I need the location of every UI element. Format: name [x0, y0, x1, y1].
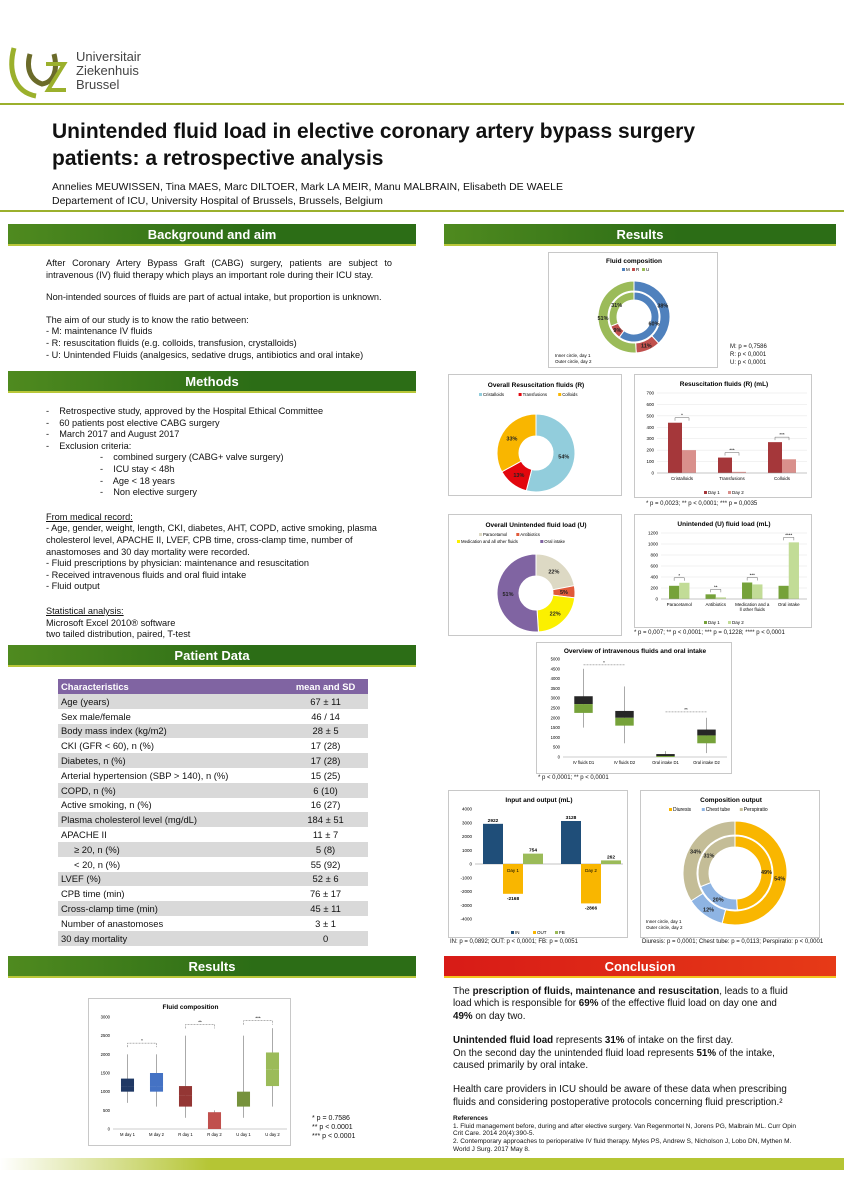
tick-label: 1200	[647, 530, 658, 536]
methods-text: - Retrospective study, approved by the Hospital Ethical Committee - 60 patients post elective CABG surgery - March 2017 and August 2017 - Exclusion criteria: - combined surgery (CABG+ valve surgery) - ICU stay < 48h - Age < 18 years - Non elective surgery From medical record: - Age, gender, weight, length, CKI, diabetes, AHT, COPD, active smoking, plasma cholesterol level, APACHE II, LVEF, CPB time, cross-clamp time, number of anastomoses and 30 day mortality were recorded. - Fluid prescriptions by physician: maintenance and resuscitation - Received intravenous fluids and oral fluid intake - Fluid output Statistical analysis: Microsoft Excel 2010® software two tailed distribution, paired, T-test	[46, 406, 377, 640]
box-upper	[237, 1092, 250, 1101]
data-label: -2866	[584, 906, 598, 912]
resuscitation-stats: * p = 0,0023; ** p < 0,0001; *** p = 0,0035	[646, 501, 758, 507]
sig-bracket	[784, 537, 794, 540]
tick-label: 500	[646, 413, 654, 419]
legend-swatch	[479, 393, 482, 396]
legend-label: Colloids	[562, 392, 578, 397]
chart-title: Overall Resuscitation fluids (R)	[487, 382, 585, 389]
slice-label: 33%	[506, 436, 518, 443]
unintended-stats: * p = 0,007; ** p < 0,0001; *** p = 0,1228; **** p < 0,0001	[634, 630, 785, 636]
category-label: Cristalloids	[670, 476, 694, 481]
legend-label: OUT	[537, 930, 547, 935]
bar	[682, 450, 696, 473]
table-cell-value: 0	[283, 931, 368, 946]
legend-swatch	[669, 808, 672, 811]
table-cell-label: Cross-clamp time (min)	[58, 901, 283, 916]
category-label: Day 1	[507, 868, 519, 873]
tick-label: -2000	[460, 889, 472, 894]
tick-label: -3000	[460, 902, 472, 908]
slice-label: 51%	[597, 315, 609, 322]
legend-label: Paracetamol	[483, 532, 508, 537]
slice-label: 60%	[648, 321, 660, 328]
bar	[752, 584, 762, 599]
tick-label: 1000	[461, 847, 472, 853]
data-label: 3128	[565, 815, 577, 821]
methods-heading: Methods	[8, 371, 416, 393]
category-label: Transfusions	[719, 476, 745, 481]
legend-label: Transfusions	[522, 392, 548, 397]
iv-oral-box-chart	[536, 642, 732, 774]
fluid-composition-box-chart	[88, 998, 291, 1146]
box-lower	[656, 756, 674, 757]
legend-swatch	[533, 931, 536, 934]
sig-mark: ***	[779, 432, 785, 438]
table-cell-value: 3 ± 1	[283, 916, 368, 931]
category-label: M day 2	[149, 1132, 164, 1137]
table-cell-value: 55 (92)	[283, 857, 368, 872]
tick-label: 4000	[461, 806, 472, 812]
box-lower	[121, 1086, 134, 1092]
legend-label: M	[626, 267, 630, 272]
box-upper	[208, 1112, 221, 1129]
data-label: 754	[528, 848, 538, 854]
tick-label: -4000	[460, 916, 472, 922]
tick-label: -1000	[460, 875, 472, 881]
slice-label: 38%	[657, 303, 669, 310]
category-label: R day 1	[178, 1132, 193, 1137]
overall-unintended-pie	[448, 514, 622, 636]
bar	[668, 423, 682, 473]
table-cell-label: CPB time (min)	[58, 886, 283, 901]
conclusion-heading: Conclusion	[444, 956, 836, 978]
sig-mark: **	[198, 1019, 202, 1025]
category-label: Oral intake	[777, 602, 800, 607]
sig-mark: **	[684, 706, 688, 712]
table-row	[58, 842, 368, 857]
legend-label: Cristalloids	[483, 392, 505, 397]
slice-label: 5%	[560, 590, 568, 597]
data-label: -2168	[506, 896, 520, 902]
box-lower	[179, 1095, 192, 1106]
tick-label: 1500	[100, 1070, 110, 1076]
table-cell-label: < 20, n (%)	[58, 857, 283, 872]
table-row	[58, 798, 368, 813]
header-rule-2	[0, 210, 844, 212]
sig-mark: **	[713, 584, 718, 590]
chart-title: Fluid composition	[162, 1004, 219, 1011]
category-label: M day 1	[120, 1132, 135, 1137]
sig-mark: *	[141, 1038, 143, 1044]
table-row	[58, 812, 368, 827]
table-row	[58, 872, 368, 887]
unintended-bar-chart	[634, 514, 812, 628]
table-cell-label: Number of anastomoses	[58, 916, 283, 931]
chart-caption: Outer circle, day 2	[646, 925, 683, 930]
slice-label: 12%	[703, 907, 715, 914]
authors: Annelies MEUWISSEN, Tina MAES, Marc DILTOER, Mark LA MEIR, Manu MALBRAIN, Elisabeth DE WAELE Departement of ICU, University Hospital of Brussels, Brussels, Belgium	[52, 181, 563, 207]
table-row	[58, 916, 368, 931]
table-row	[58, 827, 368, 842]
box-lower	[574, 704, 592, 713]
slice-label: 49%	[760, 870, 772, 877]
box-upper	[121, 1079, 134, 1086]
chart-title: Fluid composition	[606, 258, 662, 265]
table-cell-value: 17 (28)	[283, 753, 368, 768]
table-cell-value: 67 ± 11	[283, 694, 368, 709]
table-cell-label: ≥ 20, n (%)	[58, 842, 283, 857]
bar	[523, 854, 543, 864]
sig-bracket	[747, 578, 757, 581]
box-lower	[150, 1086, 163, 1092]
legend-label: Antibiotics	[520, 532, 540, 537]
tick-label: 3000	[461, 820, 472, 826]
category-label: R day 2	[207, 1132, 222, 1137]
tick-label: 2500	[100, 1033, 110, 1039]
tick-label: 500	[103, 1107, 110, 1113]
sig-mark: ***	[729, 447, 735, 453]
legend-swatch	[558, 393, 561, 396]
slice-label: 31%	[611, 303, 623, 310]
tick-label: 2000	[550, 715, 560, 721]
chart-caption: Inner circle, day 1	[555, 353, 591, 358]
legend-swatch	[519, 393, 522, 396]
chart-title: Resuscitation fluids (R) (mL)	[679, 381, 769, 388]
background-heading: Background and aim	[8, 224, 416, 246]
table-cell-value: 46 / 14	[283, 709, 368, 724]
table-row	[58, 709, 368, 724]
bar	[706, 594, 716, 599]
box-upper	[574, 696, 592, 704]
table-row	[58, 901, 368, 916]
tick-label: 1000	[647, 541, 658, 547]
legend-label: R	[636, 267, 640, 272]
input-output-stats: IN: p = 0,0892; OUT: p < 0,0001; FB: p = 0,0051	[450, 939, 578, 945]
tick-label: 1500	[550, 725, 560, 731]
results-right-heading: Results	[444, 224, 836, 246]
table-cell-value: 6 (10)	[283, 783, 368, 798]
slice-label: 31%	[703, 853, 715, 860]
pie-slice	[497, 414, 536, 472]
tick-label: 1000	[550, 734, 560, 740]
table-cell-label: 30 day mortality	[58, 931, 283, 946]
legend-swatch	[479, 533, 482, 536]
tick-label: 400	[646, 424, 654, 430]
tick-label: 0	[107, 1126, 110, 1132]
table-cell-value: 45 ± 11	[283, 901, 368, 916]
bar	[718, 458, 732, 473]
sig-mark: ***	[255, 1015, 261, 1021]
table-cell-label: COPD, n (%)	[58, 783, 283, 798]
table-cell-value: 17 (28)	[283, 738, 368, 753]
tick-label: 3000	[550, 695, 560, 701]
table-cell-value: 5 (8)	[283, 842, 368, 857]
legend-swatch	[702, 808, 705, 811]
sig-bracket	[244, 1021, 273, 1025]
table-cell-label: Diabetes, n (%)	[58, 753, 283, 768]
table-cell-label: APACHE II	[58, 827, 283, 842]
tick-label: 2500	[550, 705, 560, 711]
box-upper	[266, 1052, 279, 1069]
legend-swatch	[728, 621, 731, 624]
table-cell-label: LVEF (%)	[58, 872, 283, 887]
table-cell-label: Sex male/female	[58, 709, 283, 724]
sig-mark: ****	[785, 532, 793, 538]
tick-label: 600	[646, 401, 654, 407]
chart-caption: Outer circle, day 2	[555, 359, 592, 364]
affiliation: Departement of ICU, University Hospital of Brussels, Brussels, Belgium	[52, 195, 383, 207]
tick-label: 2000	[461, 834, 472, 839]
chart-title: Overview of intravenous fluids and oral intake	[563, 648, 707, 655]
legend-swatch	[511, 931, 514, 934]
legend-label: Day 1	[708, 620, 720, 625]
sig-bracket	[725, 453, 739, 456]
logo-text: Universitair Ziekenhuis Brussel	[76, 49, 142, 92]
legend-label: Perspiratio	[743, 807, 768, 813]
table-cell-value: 184 ± 51	[283, 812, 368, 827]
legend-swatch	[704, 491, 707, 494]
table-row	[58, 768, 368, 783]
slice-label: 11%	[640, 343, 652, 350]
tick-label: 100	[646, 459, 654, 465]
slice-label: 34%	[690, 849, 702, 856]
table-cell-label: Active smoking, n (%)	[58, 798, 283, 813]
tick-label: 0	[557, 754, 560, 760]
category-label: Colloids	[773, 476, 791, 481]
tick-label: 5000	[550, 656, 560, 662]
tick-label: 600	[650, 563, 658, 569]
iv-oral-stats: * p < 0,0001; ** p < 0,0001	[538, 775, 609, 781]
slice-label: 51%	[502, 591, 514, 598]
box-lower	[266, 1069, 279, 1086]
box-lower	[237, 1101, 250, 1107]
tick-label: 0	[655, 596, 658, 602]
sig-bracket	[674, 578, 684, 581]
legend-label: Medication and all other fluids	[461, 539, 518, 544]
table-cell-label: Plasma cholesterol level (mg/dL)	[58, 812, 283, 827]
composition-output-stats: Diuresis: p = 0,0001; Chest tube: p = 0,0113; Perspiratio: p < 0,0001	[642, 939, 824, 945]
table-row	[58, 753, 368, 768]
chart-title: Overall Unintended fluid load (U)	[485, 522, 587, 529]
sig-bracket	[675, 418, 689, 421]
tick-label: 800	[650, 552, 658, 558]
category-label: Day 2	[585, 868, 597, 873]
legend-swatch	[457, 540, 460, 543]
category-label: Oral intake D1	[652, 760, 679, 765]
slice-label: 13%	[513, 473, 525, 480]
tick-label: 4500	[550, 666, 560, 672]
legend-swatch	[555, 931, 558, 934]
legend-label: Oral intake	[544, 539, 566, 544]
bar	[779, 586, 789, 599]
legend-swatch	[632, 268, 635, 271]
composition-output-donut	[640, 790, 820, 938]
table-cell-value: 76 ± 17	[283, 886, 368, 901]
legend-swatch	[540, 540, 543, 543]
legend-swatch	[642, 268, 645, 271]
table-row	[58, 694, 368, 709]
table-row	[58, 724, 368, 739]
table-row	[58, 783, 368, 798]
legend-label: Day 2	[732, 620, 744, 625]
tick-label: 1000	[100, 1089, 110, 1095]
legend-swatch	[516, 533, 519, 536]
legend-label: FB	[559, 930, 565, 935]
fluid-composition-notes: * p = 0.7586 ** p < 0.0001 *** p < 0.0001	[312, 1115, 356, 1140]
box-upper	[150, 1073, 163, 1086]
chart-title: Composition output	[700, 797, 762, 804]
tick-label: 0	[469, 861, 472, 867]
bar	[768, 442, 782, 473]
bar	[742, 583, 752, 600]
bar	[669, 586, 679, 599]
fluid-composition-stats: M: p = 0,7586 R: p < 0,0001 U: p < 0,0001	[730, 344, 767, 366]
category-label: ll other fluids	[739, 607, 765, 612]
slice-label: 22%	[549, 611, 561, 618]
legend-label: U	[646, 267, 650, 272]
legend-swatch	[622, 268, 625, 271]
table-cell-label: Body mass index (kg/m2)	[58, 724, 283, 739]
tick-label: 2000	[100, 1051, 110, 1057]
bar	[601, 860, 621, 864]
box-lower	[697, 735, 715, 743]
patient-data-heading: Patient Data	[8, 645, 416, 667]
tick-label: 500	[553, 744, 560, 750]
table-row	[58, 931, 368, 946]
legend-label: Chest tube	[705, 807, 730, 813]
table-cell-label: CKI (GFR < 60), n (%)	[58, 738, 283, 753]
sig-mark: ***	[749, 572, 755, 578]
tick-label: 0	[651, 470, 654, 476]
box-upper	[656, 754, 674, 756]
slice-label: 20%	[712, 897, 724, 904]
sig-mark: *	[603, 659, 605, 665]
tick-label: 200	[650, 585, 658, 591]
resuscitation-bar-chart	[634, 374, 812, 498]
input-output-chart	[448, 790, 628, 938]
page-title: Unintended fluid load in elective coronary artery bypass surgery patients: a retrospective analysis	[52, 120, 696, 170]
tick-label: 200	[646, 447, 654, 453]
tick-label: 400	[650, 574, 658, 580]
slice-label: 9%	[613, 327, 622, 334]
tick-label: 300	[646, 436, 654, 442]
legend-label: IN	[515, 930, 520, 935]
table-cell-value: 16 (27)	[283, 798, 368, 813]
tick-label: 3000	[100, 1014, 110, 1020]
bar	[483, 824, 503, 864]
legend-swatch	[740, 808, 743, 811]
legend-label: Day 2	[732, 490, 744, 495]
chart-title: Unintended (U) fluid load (mL)	[677, 521, 771, 528]
chart-caption: Inner circle, day 1	[646, 919, 682, 924]
bar	[789, 542, 799, 599]
conclusion-text: The prescription of fluids, maintenance and resuscitation, leads to a fluid load which is responsible for 69% of the effective fluid load on day one and 49% on day two. Unintended fluid load represents 31% of intake on the first day. On the second day the unintended fluid load represents 51% of the intake, caused primarily by oral intake. Health care providers in ICU should be aware of these data when prescribing fluids and considering postoperative protocols concerning fluid prescription.² References 1. Fluid management before, during and after elective surgery. Van Regenmortel N, Jorens PG, Malbrain ML. Curr Opin Crit Care. 2014 20(4):390-5. 2. Contemporary approaches to perioperative IV fluid therapy. Myles PS, Andrew S, Nicholson J, Lobo DN, Mythen M. World J Surg. 2017 May 8.	[453, 986, 796, 1153]
category-label: U day 1	[236, 1132, 251, 1137]
bar	[679, 583, 689, 599]
table-cell-value: 52 ± 6	[283, 872, 368, 887]
chart-title: Input and output (mL)	[505, 797, 573, 804]
fluid-composition-donut	[548, 252, 718, 368]
background-text: After Coronary Artery Bypass Graft (CABG) surgery, patients are subject to intravenous (IV) fluid therapy which plays an important role during their ICU stay. Non-intended sources of fluids are part of actual intake, but proportion is unknown. The aim of our study is to know the ratio between: - M: maintenance IV fluids - R: resuscitation fluids (e.g. colloids, transfusion, crystalloids) - U: Unintended Fluids (analgesics, sedative drugs, antibiotics and oral intake)	[46, 258, 392, 360]
category-label: Medication and a	[735, 602, 770, 607]
table-row	[58, 886, 368, 901]
legend-label: Day 1	[708, 490, 720, 495]
overall-resuscitation-pie	[448, 374, 622, 496]
sig-mark: *	[678, 572, 681, 578]
header-rule	[0, 103, 844, 105]
table-row	[58, 857, 368, 872]
data-label: 262	[606, 855, 616, 861]
legend-swatch	[704, 621, 707, 624]
category-label: Antibiotics	[705, 602, 727, 607]
table-cell-value: 15 (25)	[283, 768, 368, 783]
table-cell-label: Arterial hypertension (SBP > 140), n (%)	[58, 768, 283, 783]
patient-table: Characteristics mean and SD Age (years) 67 ± 11 Sex male/female 46 / 14 Body mass index (kg/m2) 28 ± 5 CKI (GFR < 60), n (%) 17 (28) Diabetes, n (%) 17 (28) Arterial hypertension (SBP > 140), n (%) 15 (25) COPD, n (%) 6 (10) Active smoking, n (%) 16 (27) Plasma cholesterol level (mg/dL) 184 ± 51 APACHE II 11 ± 7 ≥ 20, n (%) 5 (8) < 20, n (%) 55 (92) LVEF (%) 52 ± 6 CPB time (min) 76 ± 17 Cross-clamp time (min) 45 ± 11 Number of anastomoses 3 ± 1 30 day mortality 0	[58, 679, 368, 946]
sig-mark: *	[681, 412, 683, 418]
footer-bar	[0, 1158, 844, 1170]
box-lower	[615, 718, 633, 726]
box-upper	[179, 1086, 192, 1095]
table-cell-value: 28 ± 5	[283, 724, 368, 739]
tick-label: 3500	[550, 685, 560, 691]
category-label: Paracetamol	[666, 602, 692, 607]
tick-label: 700	[646, 390, 654, 396]
legend-swatch	[728, 491, 731, 494]
sig-bracket	[711, 589, 721, 592]
bar	[561, 821, 581, 864]
uz-logo-icon	[6, 40, 68, 104]
table-cell-label: Age (years)	[58, 694, 283, 709]
results-left-heading: Results	[8, 956, 416, 978]
tick-label: 4000	[550, 676, 560, 682]
slice-label: 22%	[548, 569, 560, 576]
box-upper	[697, 730, 715, 736]
category-label: IV fluids D2	[613, 760, 636, 765]
category-label: U day 2	[265, 1132, 280, 1137]
slice-label: 54%	[558, 454, 570, 461]
legend-label: Diuresis	[673, 807, 692, 813]
bar	[782, 459, 796, 473]
category-label: IV fluids D1	[572, 760, 595, 765]
slice-label: 54%	[774, 876, 786, 883]
sig-bracket	[128, 1043, 157, 1047]
box-upper	[615, 711, 633, 718]
table-cell-value: 11 ± 7	[283, 827, 368, 842]
data-label: 2922	[487, 818, 499, 824]
sig-bracket	[186, 1024, 215, 1028]
table-row	[58, 738, 368, 753]
category-label: Oral intake D2	[693, 760, 720, 765]
